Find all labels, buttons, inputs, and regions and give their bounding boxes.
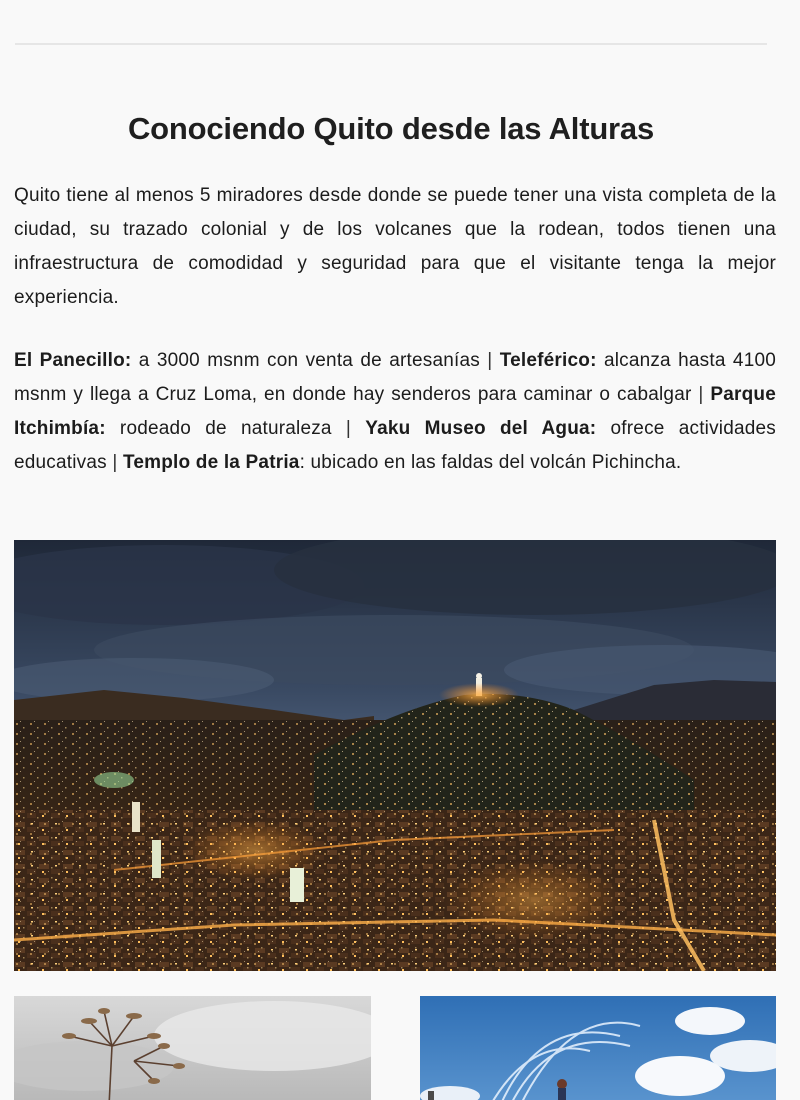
fountain-photo xyxy=(420,996,776,1100)
viewpoint-desc: : ubicado en las faldas del volcán Pichincha. xyxy=(299,452,682,473)
article-title: Conociendo Quito desde las Alturas xyxy=(127,111,654,146)
viewpoint-desc: alcanza hasta 4100 msnm y llega a Cruz Loma, en donde hay senderos para caminar o cabalgar xyxy=(14,350,777,405)
separator: | xyxy=(345,418,352,439)
quito-night-photo xyxy=(14,540,776,971)
separator: | xyxy=(487,350,493,371)
viewpoints-paragraph xyxy=(14,344,776,480)
separator: | xyxy=(112,452,118,473)
separator: | xyxy=(698,384,704,405)
viewpoint-desc: a 3000 msnm con venta de artesanías xyxy=(131,350,488,371)
viewpoint-name: El Panecillo: xyxy=(14,350,132,371)
sculpture-photo xyxy=(14,996,371,1100)
viewpoint-name: Teleférico: xyxy=(499,350,597,371)
viewpoint-desc: ofrece actividades educativas xyxy=(14,418,776,473)
viewpoint-name: Parque Itchimbía: xyxy=(14,384,776,439)
intro-paragraph: Quito tiene al menos 5 miradores desde donde se puede tener una vista completa de la ciudad, su trazado colonial y de los volcanes que la rodean, todos tienen una infraestructura de comodidad y seguridad para que el visitante tenga la mejor experiencia. xyxy=(14,185,776,308)
viewpoint-desc: rodeado de naturaleza xyxy=(105,418,346,439)
top-divider xyxy=(15,43,767,45)
viewpoint-name: Templo de la Patria xyxy=(122,452,300,473)
viewpoint-name: Yaku Museo del Agua: xyxy=(365,418,597,439)
